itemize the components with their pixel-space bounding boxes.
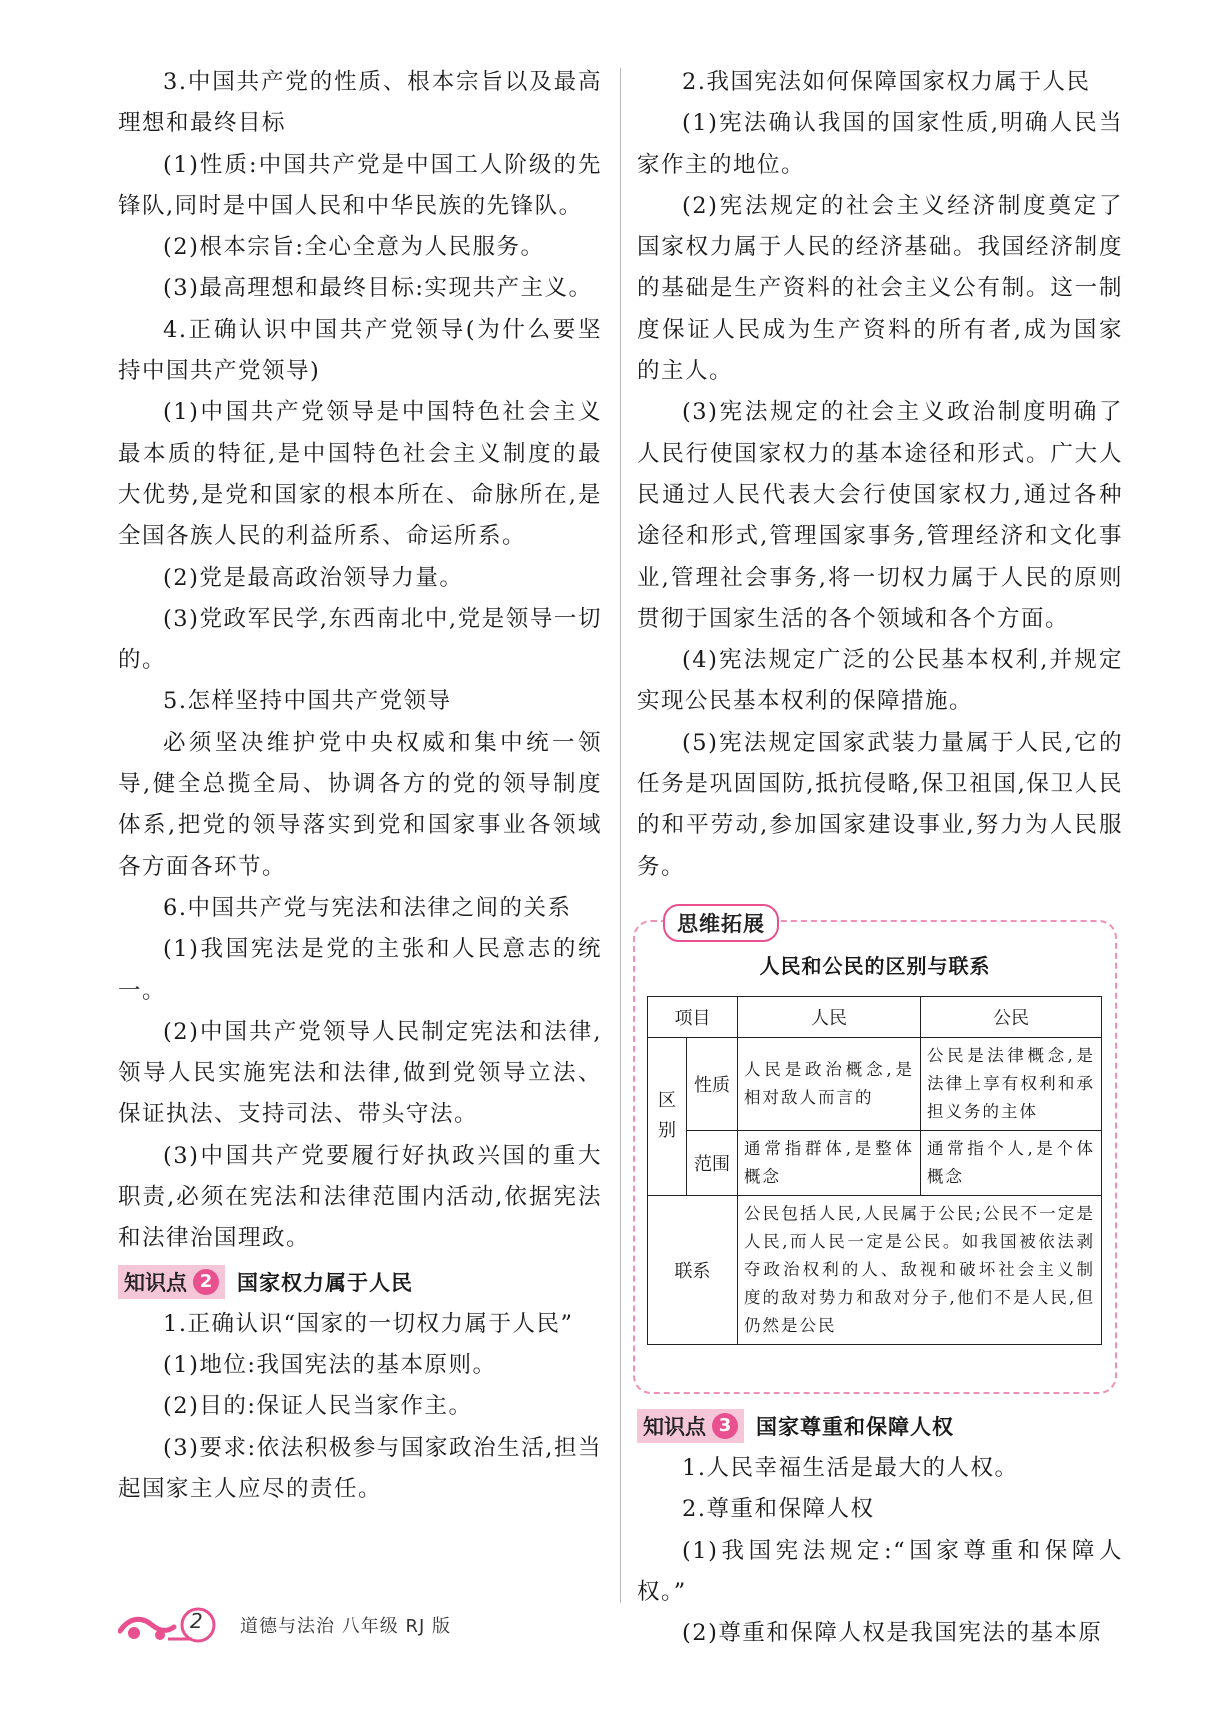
scope-label: 范围	[687, 1130, 738, 1195]
link-text: 公民包括人民,人民属于公民;公民不一定是人民,而人民一定是公民。如我国被依法剥夺政治权利的人、敌视和破坏社会主义制度的敌对势力和敌对分子,他们不是人民,但仍然是公民	[738, 1195, 1102, 1344]
section-4-item-1: (1)中国共产党领导是中国特色社会主义最本质的特征,是中国特色社会主义制度的最大优势,是党和国家的根本所在、命脉所在,是全国各族人民的利益所系、命运所系。	[118, 399, 602, 550]
diff-label	[648, 1037, 687, 1195]
kp2-section-1-title: 1.正确认识“国家的一切权力属于人民”	[163, 1310, 574, 1337]
knowledge-point-number: 2	[193, 1269, 219, 1295]
thinking-extension-box	[633, 911, 1117, 1394]
section-2-item-1: (1)宪法确认我国的国家性质,明确人民当家作主的地位。	[637, 110, 1123, 178]
kp3-item-1: 1.人民幸福生活是最大的人权。	[682, 1454, 1019, 1481]
knowledge-point-tag	[637, 1409, 744, 1443]
section-4-item-3: (3)党政军民学,东西南北中,党是领导一切的。	[118, 605, 602, 674]
header-citizen: 公民	[921, 996, 1102, 1037]
section-5-title: 5.怎样坚持中国共产党领导	[163, 688, 452, 715]
nature-label: 性质	[687, 1037, 738, 1130]
knowledge-point-number: 3	[712, 1413, 738, 1439]
kp3-section-2-item-1: (1)我国宪法规定:“国家尊重和保障人权。”	[637, 1537, 1123, 1605]
section-6-title: 6.中国共产党与宪法和法律之间的关系	[163, 894, 572, 921]
kp3-section-2-title: 2.尊重和保障人权	[682, 1496, 875, 1523]
nature-citizen: 公民是法律概念,是法律上享有权利和承担义务的主体	[921, 1037, 1102, 1130]
section-4-title: 4.正确认识中国共产党领导(为什么要坚持中国共产党领导)	[118, 316, 602, 385]
knowledge-point-label: 知识点	[124, 1270, 187, 1295]
thinking-extension-tag: 思维拓展	[663, 904, 779, 942]
header-item: 项目	[648, 996, 738, 1037]
knowledge-point-3-heading	[637, 1408, 1123, 1444]
section-6-item-3: (3)中国共产党要履行好执政兴国的重大职责,必须在宪法和法律范围内活动,依据宪法和法律治国理政。	[118, 1142, 602, 1252]
knowledge-point-2-heading	[118, 1264, 602, 1300]
decorative-logo-icon	[118, 1605, 228, 1645]
knowledge-point-title: 国家权力属于人民	[237, 1270, 413, 1295]
kp2-section-1-item-3: (3)要求:依法积极参与国家政治生活,担当起国家主人应尽的责任。	[118, 1434, 602, 1502]
column-divider	[620, 68, 621, 1603]
table-header-row	[648, 996, 1102, 1037]
section-6-item-1: (1)我国宪法是党的主张和人民意志的统一。	[118, 936, 602, 1004]
diff-label-text: 区别	[658, 1090, 676, 1142]
people-citizen-table	[647, 996, 1102, 1345]
section-3-item-1: (1)性质:中国共产党是中国工人阶级的先锋队,同时是中国人民和中华民族的先锋队。	[118, 151, 602, 219]
table-row	[648, 1195, 1102, 1344]
kp3-section-2-item-2: (2)尊重和保障人权是我国宪法的基本原	[682, 1620, 1103, 1647]
table-row	[648, 1037, 1102, 1130]
knowledge-point-label: 知识点	[643, 1414, 706, 1439]
scope-people: 通常指群体,是整体概念	[738, 1130, 921, 1195]
book-title: 道德与法治 八年级 RJ 版	[240, 1616, 451, 1637]
section-4-item-2: (2)党是最高政治领导力量。	[163, 564, 464, 591]
left-column	[118, 62, 602, 1510]
thinking-extension-title: 人民和公民的区别与联系	[759, 953, 991, 978]
header-people: 人民	[738, 996, 921, 1037]
section-2-item-5: (5)宪法规定国家武装力量属于人民,它的任务是巩固国防,抵抗侵略,保卫祖国,保卫人民的和平劳动,参加国家建设事业,努力为人民服务。	[637, 729, 1123, 880]
kp2-section-1-item-2: (2)目的:保证人民当家作主。	[163, 1393, 473, 1420]
scope-citizen: 通常指个人,是个体概念	[921, 1130, 1102, 1195]
section-2-item-4: (4)宪法规定广泛的公民基本权利,并规定实现公民基本权利的保障措施。	[637, 647, 1123, 715]
knowledge-point-tag	[118, 1265, 225, 1299]
knowledge-point-title: 国家尊重和保障人权	[756, 1414, 954, 1439]
page-number: 2	[190, 1609, 203, 1633]
section-2-item-2: (2)宪法规定的社会主义经济制度奠定了国家权力属于人民的经济基础。我国经济制度的基础是生产资料的社会主义公有制。这一制度保证人民成为生产资料的所有者,成为国家的主人。	[637, 192, 1123, 385]
section-2-title: 2.我国宪法如何保障国家权力属于人民	[682, 69, 1091, 95]
kp2-section-1-item-1: (1)地位:我国宪法的基本原则。	[163, 1351, 497, 1378]
section-3-item-3: (3)最高理想和最终目标:实现共产主义。	[163, 275, 593, 302]
section-6-item-2: (2)中国共产党领导人民制定宪法和法律,领导人民实施宪法和法律,做到党领导立法、保证执法、支持司法、带头守法。	[118, 1018, 602, 1128]
section-3-title: 3.中国共产党的性质、根本宗旨以及最高理想和最终目标	[118, 69, 602, 137]
page-footer	[118, 1605, 451, 1645]
section-5-body: 必须坚决维护党中央权威和集中统一领导,健全总揽全局、协调各方的党的领导制度体系,把党的领导落实到党和国家事业各领域各方面各环节。	[118, 729, 602, 880]
right-column	[637, 62, 1123, 1654]
section-3-item-2: (2)根本宗旨:全心全意为人民服务。	[163, 234, 545, 261]
section-2-item-3: (3)宪法规定的社会主义政治制度明确了人民行使国家权力的基本途径和形式。广大人民通过人民代表大会行使国家权力,通过各种途径和形式,管理国家事务,管理经济和文化事业,管理社会事务,将一切权力属于人民的原则贯彻于国家生活的各个领域和各个方面。	[637, 399, 1123, 632]
link-label: 联系	[648, 1195, 738, 1344]
nature-people: 人民是政治概念,是相对敌人而言的	[738, 1037, 921, 1130]
table-row	[648, 1130, 1102, 1195]
